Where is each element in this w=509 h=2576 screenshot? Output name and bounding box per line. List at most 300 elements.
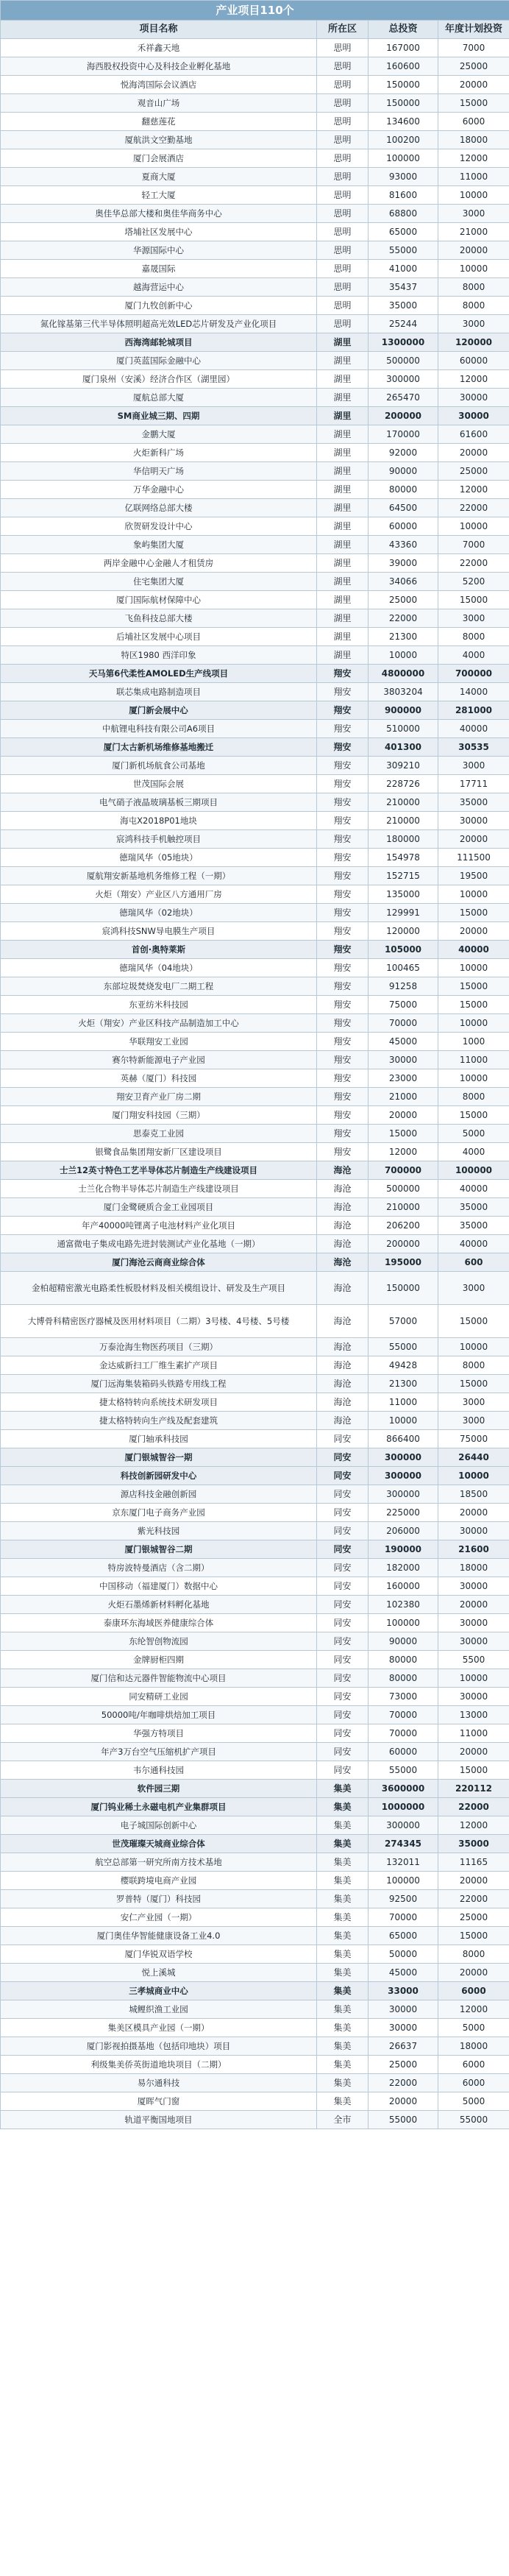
- total-investment-cell: 60000: [369, 1743, 438, 1761]
- table-row: [1, 793, 509, 812]
- annual-plan-cell: 20000: [438, 241, 509, 260]
- project-name-cell: 捷太格特转向生产线及配套建筑: [1, 1412, 317, 1430]
- project-name-cell: 厦门新机场航食公司基地: [1, 757, 317, 775]
- district-cell: 翔安: [317, 867, 369, 885]
- annual-plan-cell: 20000: [438, 1872, 509, 1890]
- total-investment-cell: 70000: [369, 1908, 438, 1927]
- district-cell: 海沧: [317, 1412, 369, 1430]
- district-cell: 海沧: [317, 1305, 369, 1338]
- district-cell: 集美: [317, 1927, 369, 1945]
- district-cell: 集美: [317, 1908, 369, 1927]
- district-cell: 同安: [317, 1467, 369, 1485]
- table-row: [1, 1412, 509, 1430]
- district-cell: 同安: [317, 1632, 369, 1651]
- district-cell: 翔安: [317, 922, 369, 941]
- table-row: [1, 849, 509, 867]
- total-investment-cell: 33000: [369, 1982, 438, 2000]
- annual-plan-cell: 25000: [438, 462, 509, 481]
- column-header-district: 所在区: [317, 21, 369, 39]
- total-investment-cell: 25000: [369, 2056, 438, 2074]
- annual-plan-cell: 5000: [438, 2019, 509, 2037]
- table-row: [1, 1106, 509, 1125]
- annual-plan-cell: 20000: [438, 1504, 509, 1522]
- district-cell: 集美: [317, 1982, 369, 2000]
- project-name-cell: 海西股权投资中心及科技企业孵化基地: [1, 57, 317, 76]
- project-name-cell: 嘉晟国际: [1, 260, 317, 278]
- project-name-cell: 塔埔社区发展中心: [1, 223, 317, 241]
- total-investment-cell: 700000: [369, 1161, 438, 1180]
- district-cell: 湖里: [317, 517, 369, 536]
- table-row: [1, 1069, 509, 1088]
- total-investment-cell: 160600: [369, 57, 438, 76]
- project-name-cell: 火炬石墨烯新材料孵化基地: [1, 1596, 317, 1614]
- table-row: [1, 297, 509, 315]
- total-investment-cell: 100000: [369, 149, 438, 168]
- table-row: [1, 683, 509, 701]
- district-cell: 同安: [317, 1522, 369, 1540]
- district-cell: 翔安: [317, 941, 369, 959]
- annual-plan-cell: 700000: [438, 665, 509, 683]
- project-name-cell: 厦门轴承科技园: [1, 1430, 317, 1448]
- total-investment-cell: 22000: [369, 2074, 438, 2092]
- annual-plan-cell: 15000: [438, 1927, 509, 1945]
- district-cell: 思明: [317, 94, 369, 113]
- annual-plan-cell: 55000: [438, 2111, 509, 2129]
- annual-plan-cell: 15000: [438, 1375, 509, 1393]
- table-row: [1, 1982, 509, 2000]
- annual-plan-cell: 3000: [438, 205, 509, 223]
- table-row: [1, 241, 509, 260]
- annual-plan-cell: 25000: [438, 1908, 509, 1927]
- annual-plan-cell: 60000: [438, 352, 509, 370]
- project-name-cell: 火炬（翔安）产业区科技产品制造加工中心: [1, 1014, 317, 1033]
- project-name-cell: 悦海湾国际会议酒店: [1, 76, 317, 94]
- project-name-cell: 宸鸿科技SNW导电膜生产项目: [1, 922, 317, 941]
- annual-plan-cell: 20000: [438, 1964, 509, 1982]
- project-name-cell: 联芯集成电路制造项目: [1, 683, 317, 701]
- district-cell: 思明: [317, 278, 369, 297]
- district-cell: 集美: [317, 1945, 369, 1964]
- table-row: [1, 1356, 509, 1375]
- district-cell: 湖里: [317, 370, 369, 389]
- total-investment-cell: 195000: [369, 1253, 438, 1272]
- annual-plan-cell: 8000: [438, 1945, 509, 1964]
- project-name-cell: 夏商大厦: [1, 168, 317, 186]
- table-row: [1, 1743, 509, 1761]
- district-cell: 思明: [317, 186, 369, 205]
- district-cell: 集美: [317, 1872, 369, 1890]
- table-row: [1, 278, 509, 297]
- annual-plan-cell: 35000: [438, 793, 509, 812]
- total-investment-cell: 55000: [369, 1761, 438, 1780]
- district-cell: 湖里: [317, 481, 369, 499]
- table-row: [1, 481, 509, 499]
- project-name-cell: 德瑞风华（05地块）: [1, 849, 317, 867]
- table-row: [1, 1540, 509, 1559]
- total-investment-cell: 170000: [369, 425, 438, 444]
- annual-plan-cell: 12000: [438, 2000, 509, 2019]
- total-investment-cell: 182000: [369, 1559, 438, 1577]
- project-name-cell: 电子城国际创新中心: [1, 1816, 317, 1835]
- table-row: [1, 1125, 509, 1143]
- total-investment-cell: 150000: [369, 94, 438, 113]
- total-investment-cell: 25244: [369, 315, 438, 333]
- project-name-cell: 亿联网络总部大楼: [1, 499, 317, 517]
- project-name-cell: 首创·奥特莱斯: [1, 941, 317, 959]
- table-title-row: [1, 1, 509, 21]
- annual-plan-cell: 15000: [438, 94, 509, 113]
- annual-plan-cell: 7000: [438, 536, 509, 554]
- total-investment-cell: 41000: [369, 260, 438, 278]
- table-row: [1, 1798, 509, 1816]
- project-name-cell: 同安精研工业园: [1, 1688, 317, 1706]
- district-cell: 集美: [317, 1964, 369, 1982]
- district-cell: 思明: [317, 113, 369, 131]
- annual-plan-cell: 22000: [438, 1798, 509, 1816]
- table-row: [1, 1253, 509, 1272]
- project-name-cell: 厦门翔安科技园（三期）: [1, 1106, 317, 1125]
- district-cell: 翔安: [317, 1143, 369, 1161]
- total-investment-cell: 60000: [369, 517, 438, 536]
- table-row: [1, 628, 509, 646]
- table-row: [1, 2000, 509, 2019]
- project-name-cell: 世茂璀璨天城商业综合体: [1, 1835, 317, 1853]
- total-investment-cell: 30000: [369, 2000, 438, 2019]
- table-row: [1, 2074, 509, 2092]
- table-row: [1, 1780, 509, 1798]
- district-cell: 同安: [317, 1706, 369, 1724]
- annual-plan-cell: 15000: [438, 1305, 509, 1338]
- annual-plan-cell: 18000: [438, 1559, 509, 1577]
- project-name-cell: 科技创新园研发中心: [1, 1467, 317, 1485]
- table-row: [1, 425, 509, 444]
- district-cell: 湖里: [317, 554, 369, 573]
- district-cell: 翔安: [317, 904, 369, 922]
- annual-plan-cell: 11000: [438, 168, 509, 186]
- annual-plan-cell: 8000: [438, 1356, 509, 1375]
- annual-plan-cell: 8000: [438, 628, 509, 646]
- total-investment-cell: 70000: [369, 1724, 438, 1743]
- annual-plan-cell: 10000: [438, 1467, 509, 1485]
- annual-plan-cell: 220112: [438, 1780, 509, 1798]
- annual-plan-cell: 5000: [438, 2092, 509, 2111]
- project-name-cell: 德瑞风华（04地块）: [1, 959, 317, 977]
- annual-plan-cell: 22000: [438, 499, 509, 517]
- table-row: [1, 812, 509, 830]
- total-investment-cell: 49428: [369, 1356, 438, 1375]
- table-row: [1, 1669, 509, 1688]
- annual-plan-cell: 22000: [438, 554, 509, 573]
- table-row: [1, 1632, 509, 1651]
- district-cell: 海沧: [317, 1375, 369, 1393]
- annual-plan-cell: 10000: [438, 260, 509, 278]
- district-cell: 集美: [317, 1890, 369, 1908]
- annual-plan-cell: 15000: [438, 1761, 509, 1780]
- annual-plan-cell: 26440: [438, 1448, 509, 1467]
- total-investment-cell: 12000: [369, 1143, 438, 1161]
- project-name-cell: 观音山广场: [1, 94, 317, 113]
- project-name-cell: 厦航总部大厦: [1, 389, 317, 407]
- table-row: [1, 407, 509, 425]
- table-row: [1, 1706, 509, 1724]
- district-cell: 湖里: [317, 499, 369, 517]
- total-investment-cell: 11000: [369, 1393, 438, 1412]
- table-row: [1, 536, 509, 554]
- project-name-cell: 轻工大厦: [1, 186, 317, 205]
- table-row: [1, 499, 509, 517]
- annual-plan-cell: 30000: [438, 1577, 509, 1596]
- annual-plan-cell: 6000: [438, 2056, 509, 2074]
- total-investment-cell: 206000: [369, 1522, 438, 1540]
- table-row: [1, 94, 509, 113]
- table-row: [1, 1964, 509, 1982]
- project-name-cell: 厦门国际航材保障中心: [1, 591, 317, 609]
- district-cell: 思明: [317, 39, 369, 57]
- annual-plan-cell: 30000: [438, 407, 509, 425]
- project-name-cell: 中国移动（福建厦门）数据中心: [1, 1577, 317, 1596]
- table-row: [1, 1305, 509, 1338]
- annual-plan-cell: 19500: [438, 867, 509, 885]
- project-name-cell: 万华金融中心: [1, 481, 317, 499]
- annual-plan-cell: 10000: [438, 885, 509, 904]
- total-investment-cell: 200000: [369, 407, 438, 425]
- annual-plan-cell: 35000: [438, 1198, 509, 1217]
- project-name-cell: 欣贺研发设计中心: [1, 517, 317, 536]
- total-investment-cell: 510000: [369, 720, 438, 738]
- total-investment-cell: 500000: [369, 352, 438, 370]
- total-investment-cell: 210000: [369, 1198, 438, 1217]
- total-investment-cell: 55000: [369, 2111, 438, 2129]
- annual-plan-cell: 4000: [438, 646, 509, 665]
- annual-plan-cell: 6000: [438, 2074, 509, 2092]
- total-investment-cell: 23000: [369, 1069, 438, 1088]
- district-cell: 海沧: [317, 1356, 369, 1375]
- project-name-cell: 宸鸿科技手机触控项目: [1, 830, 317, 849]
- table-row: [1, 1338, 509, 1356]
- district-cell: 湖里: [317, 591, 369, 609]
- total-investment-cell: 134600: [369, 113, 438, 131]
- project-name-cell: 京东厦门电子商务产业园: [1, 1504, 317, 1522]
- annual-plan-cell: 12000: [438, 370, 509, 389]
- annual-plan-cell: 75000: [438, 1430, 509, 1448]
- district-cell: 同安: [317, 1559, 369, 1577]
- district-cell: 翔安: [317, 1051, 369, 1069]
- project-name-cell: 海屯X2018P01地块: [1, 812, 317, 830]
- table-row: [1, 1596, 509, 1614]
- table-row: [1, 149, 509, 168]
- district-cell: 思明: [317, 297, 369, 315]
- total-investment-cell: 129991: [369, 904, 438, 922]
- project-name-cell: 东纶智创物流园: [1, 1632, 317, 1651]
- district-cell: 翔安: [317, 720, 369, 738]
- district-cell: 同安: [317, 1724, 369, 1743]
- annual-plan-cell: 30000: [438, 389, 509, 407]
- total-investment-cell: 10000: [369, 1412, 438, 1430]
- table-row: [1, 1217, 509, 1235]
- district-cell: 海沧: [317, 1217, 369, 1235]
- table-row: [1, 76, 509, 94]
- table-row: [1, 1816, 509, 1835]
- project-name-cell: 金牌厨柜四期: [1, 1651, 317, 1669]
- annual-plan-cell: 18500: [438, 1485, 509, 1504]
- total-investment-cell: 65000: [369, 1927, 438, 1945]
- table-row: [1, 1927, 509, 1945]
- project-name-cell: 翔安卫育产业厂房二期: [1, 1088, 317, 1106]
- annual-plan-cell: 5500: [438, 1651, 509, 1669]
- project-name-cell: 利级集美侨英街道地块项目（二期）: [1, 2056, 317, 2074]
- table-row: [1, 904, 509, 922]
- annual-plan-cell: 8000: [438, 278, 509, 297]
- annual-plan-cell: 7000: [438, 39, 509, 57]
- project-name-cell: 50000吨/年咖啡烘焙加工项目: [1, 1706, 317, 1724]
- table-row: [1, 1467, 509, 1485]
- district-cell: 海沧: [317, 1393, 369, 1412]
- annual-plan-cell: 15000: [438, 904, 509, 922]
- district-cell: 集美: [317, 2056, 369, 2074]
- project-name-cell: 德瑞风华（02地块）: [1, 904, 317, 922]
- annual-plan-cell: 10000: [438, 1014, 509, 1033]
- table-row: [1, 591, 509, 609]
- project-name-cell: 厦门银城智谷二期: [1, 1540, 317, 1559]
- district-cell: 思明: [317, 315, 369, 333]
- table-row: [1, 720, 509, 738]
- total-investment-cell: 93000: [369, 168, 438, 186]
- total-investment-cell: 81600: [369, 186, 438, 205]
- project-name-cell: 万泰沧海生物医药项目（三期）: [1, 1338, 317, 1356]
- project-name-cell: SM商业城三期、四期: [1, 407, 317, 425]
- district-cell: 翔安: [317, 793, 369, 812]
- total-investment-cell: 300000: [369, 1448, 438, 1467]
- total-investment-cell: 150000: [369, 1272, 438, 1305]
- project-name-cell: 士兰化合物半导体芯片制造生产线建设项目: [1, 1180, 317, 1198]
- district-cell: 翔安: [317, 996, 369, 1014]
- district-cell: 海沧: [317, 1198, 369, 1217]
- table-row: [1, 1945, 509, 1964]
- district-cell: 集美: [317, 1798, 369, 1816]
- total-investment-cell: 50000: [369, 1945, 438, 1964]
- annual-plan-cell: 11000: [438, 1724, 509, 1743]
- total-investment-cell: 210000: [369, 812, 438, 830]
- project-name-cell: 东亚纺米科技园: [1, 996, 317, 1014]
- total-investment-cell: 21000: [369, 1088, 438, 1106]
- annual-plan-cell: 3000: [438, 1393, 509, 1412]
- table-row: [1, 444, 509, 462]
- table-row: [1, 977, 509, 996]
- district-cell: 思明: [317, 260, 369, 278]
- table-row: [1, 205, 509, 223]
- district-cell: 同安: [317, 1577, 369, 1596]
- table-row: [1, 1872, 509, 1890]
- district-cell: 集美: [317, 2000, 369, 2019]
- total-investment-cell: 15000: [369, 1125, 438, 1143]
- district-cell: 翔安: [317, 1069, 369, 1088]
- annual-plan-cell: 30000: [438, 812, 509, 830]
- district-cell: 翔安: [317, 849, 369, 867]
- project-name-cell: 软件园三期: [1, 1780, 317, 1798]
- annual-plan-cell: 3000: [438, 315, 509, 333]
- project-name-cell: 象屿集团大厦: [1, 536, 317, 554]
- total-investment-cell: 160000: [369, 1577, 438, 1596]
- district-cell: 集美: [317, 2074, 369, 2092]
- annual-plan-cell: 10000: [438, 1338, 509, 1356]
- total-investment-cell: 150000: [369, 76, 438, 94]
- total-investment-cell: 3600000: [369, 1780, 438, 1798]
- district-cell: 湖里: [317, 628, 369, 646]
- table-row: [1, 1908, 509, 1927]
- project-name-cell: 厦门泉州（安溪）经济合作区（湖里园）: [1, 370, 317, 389]
- table-row: [1, 1051, 509, 1069]
- project-name-cell: 厦门奥佳华智能健康设备工业4.0: [1, 1927, 317, 1945]
- project-name-cell: 西海湾邮轮城项目: [1, 333, 317, 352]
- project-name-cell: 氮化镓基第三代半导体照明超高光效LED芯片研发及产业化项目: [1, 315, 317, 333]
- project-name-cell: 火炬（翔安）产业区八方通用厂房: [1, 885, 317, 904]
- total-investment-cell: 4800000: [369, 665, 438, 683]
- project-name-cell: 天马第6代柔性AMOLED生产线项目: [1, 665, 317, 683]
- district-cell: 海沧: [317, 1161, 369, 1180]
- table-row: [1, 260, 509, 278]
- total-investment-cell: 100000: [369, 1872, 438, 1890]
- table-row: [1, 113, 509, 131]
- annual-plan-cell: 20000: [438, 1596, 509, 1614]
- annual-plan-cell: 100000: [438, 1161, 509, 1180]
- total-investment-cell: 100200: [369, 131, 438, 149]
- annual-plan-cell: 21000: [438, 223, 509, 241]
- total-investment-cell: 80000: [369, 1669, 438, 1688]
- project-name-cell: 金达威新扫工厂维生素扩产项目: [1, 1356, 317, 1375]
- project-name-cell: 东部垃圾焚烧发电厂二期工程: [1, 977, 317, 996]
- district-cell: 翔安: [317, 757, 369, 775]
- district-cell: 湖里: [317, 646, 369, 665]
- project-name-cell: 世茂国际会展: [1, 775, 317, 793]
- table-row: [1, 959, 509, 977]
- district-cell: 同安: [317, 1688, 369, 1706]
- district-cell: 同安: [317, 1504, 369, 1522]
- header-row: [1, 21, 509, 39]
- total-investment-cell: 206200: [369, 1217, 438, 1235]
- district-cell: 翔安: [317, 683, 369, 701]
- annual-plan-cell: 5200: [438, 573, 509, 591]
- district-cell: 翔安: [317, 1106, 369, 1125]
- district-cell: 思明: [317, 168, 369, 186]
- annual-plan-cell: 18000: [438, 131, 509, 149]
- annual-plan-cell: 40000: [438, 1180, 509, 1198]
- annual-plan-cell: 6000: [438, 1982, 509, 2000]
- table-row: [1, 2092, 509, 2111]
- district-cell: 海沧: [317, 1272, 369, 1305]
- project-name-cell: 源店科技金融创新园: [1, 1485, 317, 1504]
- total-investment-cell: 300000: [369, 1485, 438, 1504]
- annual-plan-cell: 18000: [438, 2037, 509, 2056]
- district-cell: 集美: [317, 2037, 369, 2056]
- table-row: [1, 941, 509, 959]
- project-name-cell: 华强方特项目: [1, 1724, 317, 1743]
- project-name-cell: 厦航翔安新基地机务维修工程（一期）: [1, 867, 317, 885]
- total-investment-cell: 309210: [369, 757, 438, 775]
- total-investment-cell: 34066: [369, 573, 438, 591]
- project-name-cell: 特房波特曼酒店（含二期）: [1, 1559, 317, 1577]
- total-investment-cell: 900000: [369, 701, 438, 720]
- project-name-cell: 后埔社区发展中心项目: [1, 628, 317, 646]
- project-name-cell: 悦上溪城: [1, 1964, 317, 1982]
- annual-plan-cell: 21600: [438, 1540, 509, 1559]
- district-cell: 海沧: [317, 1338, 369, 1356]
- total-investment-cell: 45000: [369, 1964, 438, 1982]
- annual-plan-cell: 10000: [438, 1669, 509, 1688]
- project-name-cell: 厦门九牧创新中心: [1, 297, 317, 315]
- table-row: [1, 57, 509, 76]
- annual-plan-cell: 10000: [438, 1069, 509, 1088]
- total-investment-cell: 92000: [369, 444, 438, 462]
